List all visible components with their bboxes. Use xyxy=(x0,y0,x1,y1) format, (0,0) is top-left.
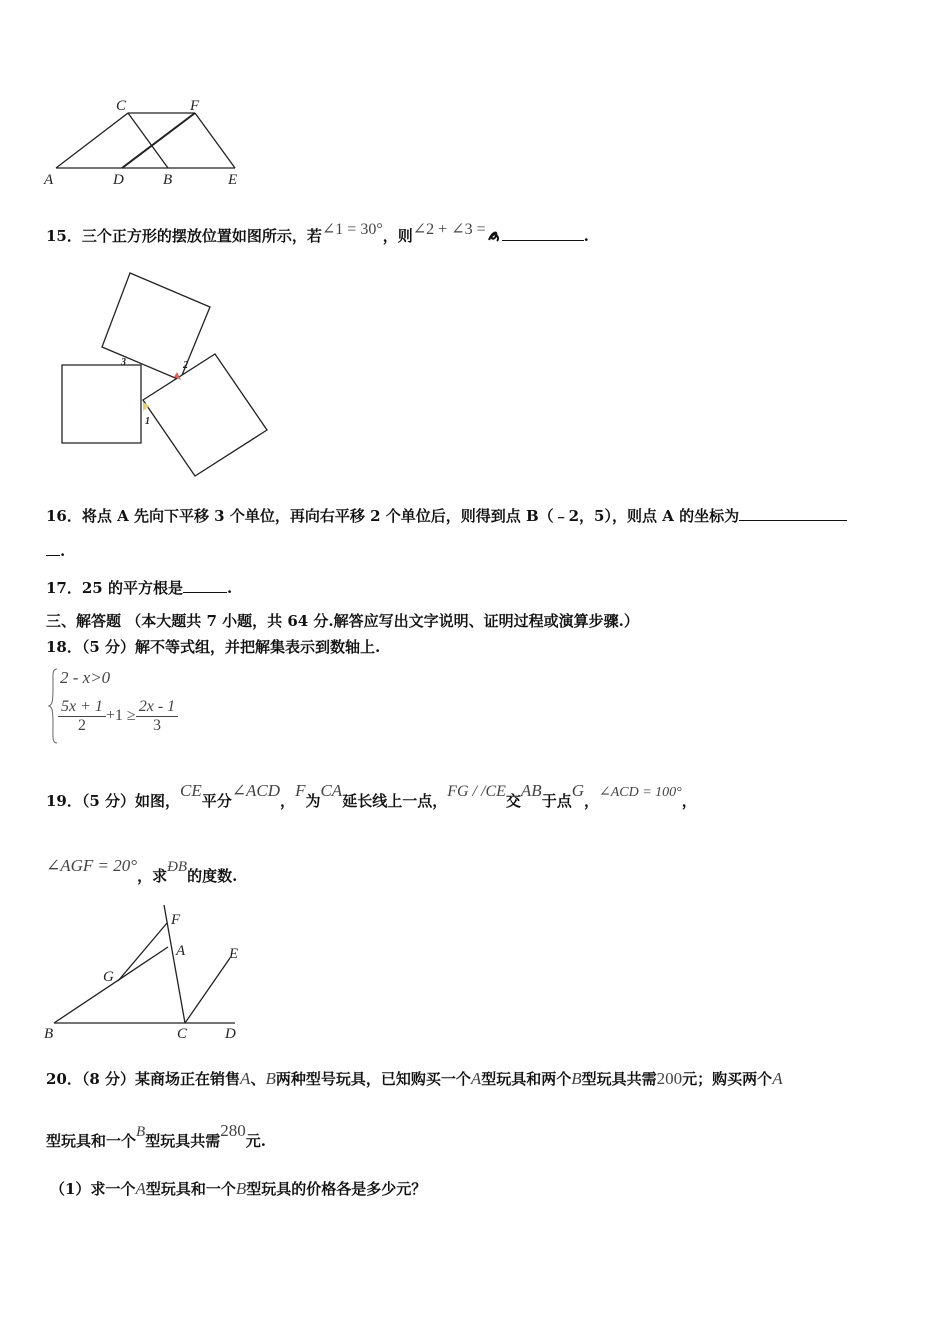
label-d: D xyxy=(225,1026,236,1042)
angle-condition: ∠1 = 30° xyxy=(321,221,383,238)
fraction-2-denominator: 3 xyxy=(152,717,161,734)
inequality-system xyxy=(48,668,218,746)
question-20: 20．（8 分）某商场正在销售A、B两种型号玩具，已知购买一个A型玩具和两个B型玩具共需200元；购买两个A xyxy=(46,1069,783,1088)
fraction-2-numerator: 2x - 1 xyxy=(136,698,178,717)
question-19-continued: ∠AGF = 20°，求ÐB的度数. xyxy=(46,856,238,885)
label-a: A xyxy=(176,943,186,959)
question-19: 19．（5 分）如图，CE平分∠ACD，F为CA延长线上一点，FG / /CE交AB于点G，∠ACD = 100°， xyxy=(46,781,697,810)
label-f: F xyxy=(171,912,181,928)
label-b: B xyxy=(163,172,173,188)
figure-triangle xyxy=(40,903,250,1043)
answer-blank-17[interactable] xyxy=(183,578,227,593)
angle-expression: ∠2 + ∠3 = xyxy=(412,221,486,238)
label-e: E xyxy=(228,172,238,188)
answer-blank[interactable] xyxy=(502,226,584,241)
label-e: E xyxy=(229,946,239,962)
label-f: F xyxy=(190,98,200,114)
fraction-1-denominator: 2 xyxy=(77,717,86,734)
question-20-continued: 型玩具和一个B型玩具共需280元. xyxy=(46,1121,266,1150)
figure-three-squares xyxy=(55,265,275,483)
fraction-1-numerator: 5x + 1 xyxy=(58,698,106,717)
scribble-icon xyxy=(486,228,502,248)
label-c: C xyxy=(177,1026,188,1042)
answer-blank-16b[interactable] xyxy=(46,541,60,556)
question-15: 15．三个正方形的摆放位置如图所示，若∠1 = 30°，则∠2 + ∠3 = . xyxy=(46,225,589,246)
inequality-1: 2 - x>0 xyxy=(60,668,111,687)
answer-blank-16a[interactable] xyxy=(739,506,847,521)
question-16: 16．将点 A 先向下平移 3 个单位，再向右平移 2 个单位后，则得到点 B（﹣2，5），则点 A 的坐标为 xyxy=(46,505,847,526)
question-20-part-1: （1）求一个A型玩具和一个B型玩具的价格各是多少元？ xyxy=(50,1179,427,1198)
label-d: D xyxy=(113,172,124,188)
label-g: G xyxy=(103,969,114,985)
angle-label-1: 1 xyxy=(145,416,150,427)
label-a: A xyxy=(44,172,54,188)
brace-icon xyxy=(48,668,58,744)
inequality-2: $\frac{5x + 1}{2}$ +1 ≥ $\frac{2x - 1}{3}$ xyxy=(58,698,178,735)
angle-label-3: 3 xyxy=(121,357,126,368)
question-17: 17．25 的平方根是 . xyxy=(46,579,233,597)
label-c: C xyxy=(116,98,127,114)
question-18: 18．（5 分）解不等式组，并把解集表示到数轴上. xyxy=(46,638,381,656)
figure-parallelogram xyxy=(40,92,250,188)
section-heading: 三、解答题 （本大题共 7 小题，共 64 分.解答应写出文字说明、证明过程或演算步骤.） xyxy=(46,612,639,630)
label-b: B xyxy=(44,1026,54,1042)
question-16-continued: . xyxy=(46,541,65,560)
angle-label-2: 2 xyxy=(183,360,188,371)
